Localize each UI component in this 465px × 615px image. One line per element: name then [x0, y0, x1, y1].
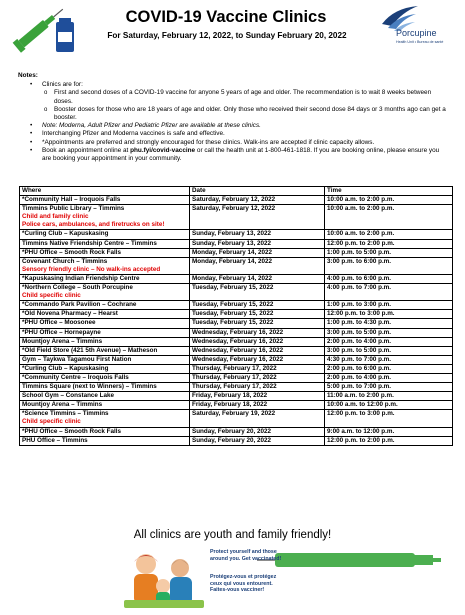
clinic-location: PHU Office – Timmins — [22, 436, 88, 444]
cell-date: Friday, February 18, 2022 — [190, 392, 325, 401]
clinic-location: *Curling Club – Kapuskasing — [22, 230, 109, 238]
table-row — [20, 239, 453, 248]
cell-date: Tuesday, February 15, 2022 — [190, 301, 325, 310]
table-row — [20, 196, 453, 205]
clinic-location: Gym – Taykwa Tagamou First Nation — [22, 355, 132, 363]
cell-date: Thursday, February 17, 2022 — [190, 364, 325, 373]
table-row — [20, 401, 453, 410]
cell-where — [20, 383, 190, 392]
cell-time: 3:00 p.m. to 6:00 p.m. — [325, 257, 453, 274]
page-header — [0, 0, 465, 64]
cell-date: Thursday, February 17, 2022 — [190, 373, 325, 382]
cell-date: Wednesday, February 16, 2022 — [190, 337, 325, 346]
cell-time: 9:00 a.m. to 12:00 p.m. — [325, 427, 453, 436]
cell-date: Sunday, February 13, 2022 — [190, 239, 325, 248]
clinic-location: *Curling Club – Kapuskasing — [22, 364, 109, 372]
note-subitem: o Booster doses for those who are 18 years of age and older. Only those who received their second dose 84 days or 3 months ago can get a booster. — [42, 106, 450, 122]
cell-where — [20, 364, 190, 373]
cell-time: 2:00 p.m. to 6:00 p.m. — [325, 364, 453, 373]
cell-where — [20, 346, 190, 355]
table-row — [20, 328, 453, 337]
cell-date: Wednesday, February 16, 2022 — [190, 328, 325, 337]
cell-date: Tuesday, February 15, 2022 — [190, 284, 325, 301]
clinic-location: *PHU Office – Hornepayne — [22, 328, 101, 336]
clinic-special-note: Child and family clinic — [22, 213, 89, 221]
table-row — [20, 205, 453, 230]
note-item: • Note: Moderna, Adult Pfizer and Pediatric Pfizer are available at these clinics. — [42, 122, 450, 130]
booking-text: or call the health unit at 1-800-461-1818. If you are booking online, please ensure you are booking your appointment in your community. — [42, 146, 440, 163]
booking-link[interactable]: phu.fyi/covid-vaccine — [130, 146, 196, 154]
column-header-date: Date — [190, 187, 325, 196]
clinic-location: *Community Centre – Iroquois Falls — [22, 373, 129, 381]
cell-date: Wednesday, February 16, 2022 — [190, 346, 325, 355]
table-row — [20, 364, 453, 373]
english-message-line: around you. Get vaccinated! — [210, 555, 282, 562]
table-row — [20, 230, 453, 239]
cell-time: 2:00 p.m. to 4:00 p.m. — [325, 337, 453, 346]
cell-time: 10:00 a.m. to 12:00 p.m. — [325, 401, 453, 410]
note-subitem: o First and second doses of a COVID-19 vaccine for anyone 5 years of age and older. The recommendation is to wait 8 weeks between doses. — [42, 89, 450, 105]
notes-title: Notes: — [18, 72, 38, 79]
table-row — [20, 284, 453, 301]
cell-time: 12:00 p.m. to 3:00 p.m. — [325, 310, 453, 319]
cell-time: 10:00 a.m. to 2:00 p.m. — [325, 205, 453, 230]
english-message — [210, 549, 281, 562]
cell-where — [20, 355, 190, 364]
cell-where — [20, 401, 190, 410]
clinic-schedule-table — [19, 186, 453, 446]
cell-where — [20, 301, 190, 310]
clinic-location: *Old Field Store (421 5th Avenue) – Matheson — [22, 346, 158, 354]
cell-where — [20, 230, 190, 239]
table-row — [20, 410, 453, 427]
clinic-location: *Science Timmins – Timmins — [22, 410, 109, 418]
clinic-location: *Kapuskasing Indian Friendship Centre — [22, 274, 140, 282]
table-row — [20, 301, 453, 310]
clinic-location: Timmins Square (next to Winners) – Timmins — [22, 383, 157, 391]
cell-where — [20, 239, 190, 248]
vaccine-syringe-icon — [12, 6, 78, 56]
cell-where — [20, 436, 190, 445]
cell-date: Saturday, February 12, 2022 — [190, 205, 325, 230]
note-item: • Interchanging Pfizer and Moderna vaccines is safe and effective. — [42, 130, 450, 138]
clinic-special-note: Child specific clinic — [22, 418, 81, 426]
cell-time: 4:00 p.m. to 6:00 p.m. — [325, 274, 453, 283]
table-row — [20, 337, 453, 346]
table-row — [20, 383, 453, 392]
cell-date: Saturday, February 12, 2022 — [190, 196, 325, 205]
cell-date: Monday, February 14, 2022 — [190, 248, 325, 257]
cell-time: 12:00 p.m. to 2:00 p.m. — [325, 436, 453, 445]
english-message-line: Protect yourself and those — [210, 549, 277, 555]
table-row — [20, 310, 453, 319]
table-row — [20, 427, 453, 436]
cell-time: 10:00 a.m. to 2:00 p.m. — [325, 196, 453, 205]
cell-where — [20, 310, 190, 319]
cell-time: 4:00 p.m. to 7:00 p.m. — [325, 284, 453, 301]
logo-name: Porcupine — [396, 28, 437, 38]
cell-time: 12:00 p.m. to 3:00 p.m. — [325, 410, 453, 427]
cell-time: 3:00 p.m. to 5:00 p.m. — [325, 346, 453, 355]
cell-time: 2:00 p.m. to 4:00 p.m. — [325, 373, 453, 382]
notes-section — [18, 72, 450, 163]
table-row — [20, 436, 453, 445]
cell-date: Saturday, February 19, 2022 — [190, 410, 325, 427]
cell-where — [20, 319, 190, 328]
table-row — [20, 355, 453, 364]
cell-where — [20, 205, 190, 230]
clinic-location: *Community Hall – Iroquois Falls — [22, 196, 121, 204]
cell-where — [20, 392, 190, 401]
page-subtitle: For Saturday, February 12, 2022, to Sunday February 20, 2022 — [107, 31, 347, 40]
table-row — [20, 274, 453, 283]
clinic-special-note: Sensory friendly clinic – No walk-ins accepted — [22, 265, 161, 273]
clinic-location: School Gym – Constance Lake — [22, 392, 115, 400]
column-header-time: Time — [325, 187, 453, 196]
cell-time: 10:00 a.m. to 2:00 p.m. — [325, 230, 453, 239]
cell-date: Monday, February 14, 2022 — [190, 257, 325, 274]
cell-time: 1:00 p.m. to 5:00 p.m. — [325, 248, 453, 257]
cell-where — [20, 248, 190, 257]
table-header-row — [20, 187, 453, 196]
french-message-line: Protégez-vous et protégez — [210, 574, 277, 580]
table-row — [20, 319, 453, 328]
table-row — [20, 392, 453, 401]
cell-date: Sunday, February 20, 2022 — [190, 436, 325, 445]
cell-date: Thursday, February 17, 2022 — [190, 383, 325, 392]
porcupine-health-unit-logo — [374, 4, 460, 56]
french-message — [210, 574, 276, 594]
cell-where — [20, 274, 190, 283]
cell-date: Sunday, February 20, 2022 — [190, 427, 325, 436]
cell-time: 1:00 p.m. to 4:30 p.m. — [325, 319, 453, 328]
column-header-where: Where — [20, 187, 190, 196]
note-item-booking — [42, 147, 450, 163]
clinic-location: Mountjoy Arena – Timmins — [22, 337, 103, 345]
cell-time: 3:00 p.m. to 5:00 p.m. — [325, 328, 453, 337]
page-title: COVID-19 Vaccine Clinics — [125, 8, 327, 26]
note-item: • Clinics are for: — [42, 81, 450, 89]
clinic-location: *PHU Office – Smooth Rock Falls — [22, 248, 122, 256]
clinic-special-note: Child specific clinic — [22, 292, 81, 300]
cell-date: Monday, February 14, 2022 — [190, 274, 325, 283]
table-row — [20, 373, 453, 382]
clinic-location: *Old Novena Pharmacy – Hearst — [22, 310, 118, 318]
clinic-location: *PHU Office – Smooth Rock Falls — [22, 427, 122, 435]
table-row — [20, 346, 453, 355]
table-body — [20, 196, 453, 446]
cell-date: Tuesday, February 15, 2022 — [190, 319, 325, 328]
clinic-location: *PHU Office – Moosonee — [22, 319, 96, 327]
clinic-location: Mountjoy Arena – Timmins — [22, 401, 103, 409]
cell-time: 12:00 p.m. to 2:00 p.m. — [325, 239, 453, 248]
cell-time: 11:00 a.m. to 2:00 p.m. — [325, 392, 453, 401]
cell-where — [20, 284, 190, 301]
cell-date: Wednesday, February 16, 2022 — [190, 355, 325, 364]
cell-date: Tuesday, February 15, 2022 — [190, 310, 325, 319]
cell-where — [20, 196, 190, 205]
footer-tagline: All clinics are youth and family friendly! — [133, 529, 332, 541]
clinic-location: Timmins Native Friendship Centre – Timmins — [22, 239, 157, 247]
french-message-line: ceux qui vous entourent. — [210, 580, 273, 587]
clinic-special-note: Police cars, ambulances, and firetrucks on site! — [22, 221, 165, 229]
cell-where — [20, 328, 190, 337]
notes-list — [18, 81, 450, 163]
cell-where — [20, 337, 190, 346]
booking-text: Book an appointment online at — [42, 146, 131, 154]
logo-subtitle: Health Unit • Bureau de santé — [396, 40, 444, 44]
family-illustration — [118, 548, 210, 612]
cell-time: 4:30 p.m. to 7:00 p.m. — [325, 355, 453, 364]
cell-time: 5:00 p.m. to 7:00 p.m. — [325, 383, 453, 392]
cell-date: Friday, February 18, 2022 — [190, 401, 325, 410]
clinic-location: *Commando Park Pavilion – Cochrane — [22, 301, 137, 309]
cell-where — [20, 257, 190, 274]
french-message-line: Faites-vous vacciner! — [210, 587, 265, 593]
cell-where — [20, 427, 190, 436]
note-item: • *Appointments are preferred and strongly encouraged for these clinics. Walk-ins are accepted if clinic capacity allows. — [42, 139, 450, 147]
table-row — [20, 257, 453, 274]
clinic-location: Timmins Public Library – Timmins — [22, 205, 125, 213]
clinic-location: *Northern College – South Porcupine — [22, 284, 133, 292]
cell-where — [20, 410, 190, 427]
cell-where — [20, 373, 190, 382]
clinic-location: Covenant Church – Timmins — [22, 257, 108, 265]
cell-date: Sunday, February 13, 2022 — [190, 230, 325, 239]
cell-time: 1:00 p.m. to 3:00 p.m. — [325, 301, 453, 310]
table-row — [20, 248, 453, 257]
